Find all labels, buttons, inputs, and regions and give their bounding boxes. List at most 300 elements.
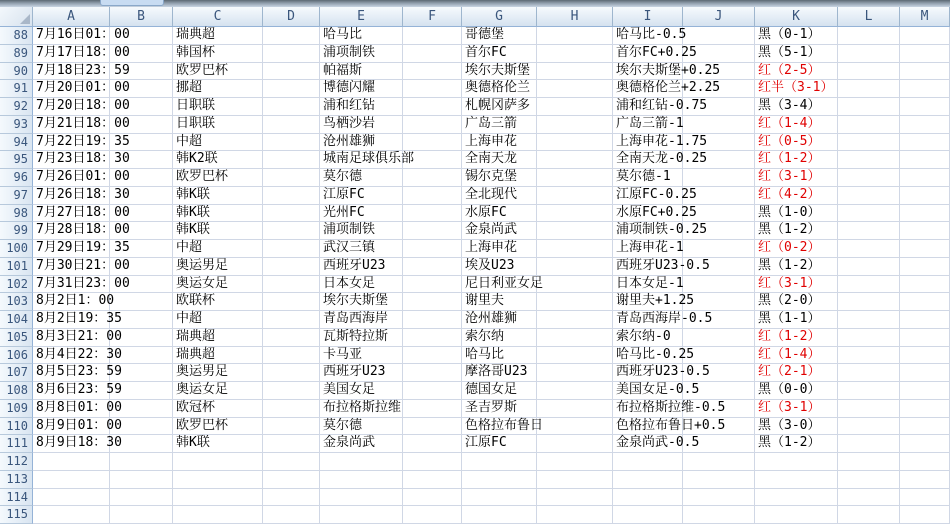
column-header-i[interactable]: I: [613, 7, 683, 27]
cell-d105[interactable]: [263, 329, 320, 347]
cell-g109[interactable]: 圣吉罗斯: [462, 400, 537, 418]
cell-k88[interactable]: 黑（0-1）: [755, 27, 838, 45]
cell-d92[interactable]: [263, 98, 320, 116]
cell-j97[interactable]: [683, 187, 755, 205]
cell-h105[interactable]: [537, 329, 613, 347]
cell-c110[interactable]: 欧罗巴杯: [173, 418, 263, 436]
cell-c108[interactable]: 奥运女足: [173, 382, 263, 400]
row-header-110[interactable]: 110: [0, 418, 33, 436]
cell-d108[interactable]: [263, 382, 320, 400]
cell-a106[interactable]: 8月4日22：30: [33, 347, 110, 365]
cell-b114[interactable]: [110, 489, 173, 507]
cell-h100[interactable]: [537, 240, 613, 258]
cell-b101[interactable]: [110, 258, 173, 276]
cell-b109[interactable]: [110, 400, 173, 418]
cell-c104[interactable]: 中超: [173, 311, 263, 329]
cell-c101[interactable]: 奥运男足: [173, 258, 263, 276]
cell-h98[interactable]: [537, 205, 613, 223]
cell-e100[interactable]: 武汉三镇: [320, 240, 403, 258]
cell-g104[interactable]: 沧州雄狮: [462, 311, 537, 329]
column-header-h[interactable]: H: [537, 7, 613, 27]
cell-l91[interactable]: [838, 80, 900, 98]
cell-a96[interactable]: 7月26日01：00: [33, 169, 110, 187]
cell-a90[interactable]: 7月18日23：59: [33, 63, 110, 81]
cell-g112[interactable]: [462, 453, 537, 471]
cell-a98[interactable]: 7月27日18：00: [33, 205, 110, 223]
cell-l94[interactable]: [838, 134, 900, 152]
cell-f108[interactable]: [403, 382, 462, 400]
cell-c89[interactable]: 韩国杯: [173, 45, 263, 63]
cell-e112[interactable]: [320, 453, 403, 471]
cell-a93[interactable]: 7月21日18：00: [33, 116, 110, 134]
cell-h104[interactable]: [537, 311, 613, 329]
cell-i90[interactable]: 埃尔夫斯堡+0.25: [613, 63, 683, 81]
cell-e107[interactable]: 西班牙U23: [320, 364, 403, 382]
cell-j107[interactable]: [683, 364, 755, 382]
cell-m100[interactable]: [900, 240, 950, 258]
cell-h112[interactable]: [537, 453, 613, 471]
cell-f101[interactable]: [403, 258, 462, 276]
cell-a108[interactable]: 8月6日23：59: [33, 382, 110, 400]
cell-b100[interactable]: [110, 240, 173, 258]
cell-h89[interactable]: [537, 45, 613, 63]
cell-h95[interactable]: [537, 151, 613, 169]
cell-k101[interactable]: 黑（1-2）: [755, 258, 838, 276]
cell-i95[interactable]: 全南天龙-0.25: [613, 151, 683, 169]
cell-m92[interactable]: [900, 98, 950, 116]
cell-g107[interactable]: 摩洛哥U23: [462, 364, 537, 382]
cell-b111[interactable]: [110, 435, 173, 453]
cell-f104[interactable]: [403, 311, 462, 329]
cell-h106[interactable]: [537, 347, 613, 365]
cell-c102[interactable]: 奥运女足: [173, 276, 263, 294]
cell-i99[interactable]: 浦项制铁-0.25: [613, 222, 683, 240]
cell-m89[interactable]: [900, 45, 950, 63]
cell-e101[interactable]: 西班牙U23: [320, 258, 403, 276]
cell-g88[interactable]: 哥德堡: [462, 27, 537, 45]
cell-m102[interactable]: [900, 276, 950, 294]
cell-f109[interactable]: [403, 400, 462, 418]
cell-g105[interactable]: 索尔纳: [462, 329, 537, 347]
cell-i89[interactable]: 首尔FC+0.25: [613, 45, 683, 63]
cell-i97[interactable]: 江原FC-0.25: [613, 187, 683, 205]
cell-l115[interactable]: [838, 506, 900, 524]
cell-l102[interactable]: [838, 276, 900, 294]
cell-m107[interactable]: [900, 364, 950, 382]
cell-c98[interactable]: 韩K联: [173, 205, 263, 223]
cell-k106[interactable]: 红（1-4）: [755, 347, 838, 365]
cell-j110[interactable]: [683, 418, 755, 436]
row-header-115[interactable]: 115: [0, 506, 33, 524]
row-header-104[interactable]: 104: [0, 311, 33, 329]
cell-g111[interactable]: 江原FC: [462, 435, 537, 453]
cell-g103[interactable]: 谢里夫: [462, 293, 537, 311]
cell-i115[interactable]: [613, 506, 683, 524]
cell-b89[interactable]: [110, 45, 173, 63]
cell-c91[interactable]: 挪超: [173, 80, 263, 98]
cell-b92[interactable]: [110, 98, 173, 116]
cell-e110[interactable]: 莫尔德: [320, 418, 403, 436]
cell-e90[interactable]: 帕福斯: [320, 63, 403, 81]
cell-e97[interactable]: 江原FC: [320, 187, 403, 205]
cell-i94[interactable]: 上海申花-1.75: [613, 134, 683, 152]
cell-k90[interactable]: 红（2-5）: [755, 63, 838, 81]
cell-l99[interactable]: [838, 222, 900, 240]
cell-e108[interactable]: 美国女足: [320, 382, 403, 400]
cell-a95[interactable]: 7月23日18：30: [33, 151, 110, 169]
cell-g108[interactable]: 德国女足: [462, 382, 537, 400]
cell-f96[interactable]: [403, 169, 462, 187]
cell-a101[interactable]: 7月30日21：00: [33, 258, 110, 276]
cell-i96[interactable]: 莫尔德-1: [613, 169, 683, 187]
cell-l103[interactable]: [838, 293, 900, 311]
cell-m109[interactable]: [900, 400, 950, 418]
cell-d94[interactable]: [263, 134, 320, 152]
cell-c105[interactable]: 瑞典超: [173, 329, 263, 347]
row-header-105[interactable]: 105: [0, 329, 33, 347]
cell-k96[interactable]: 红（3-1）: [755, 169, 838, 187]
cell-d99[interactable]: [263, 222, 320, 240]
cell-g93[interactable]: 广岛三箭: [462, 116, 537, 134]
row-header-99[interactable]: 99: [0, 222, 33, 240]
cell-f94[interactable]: [403, 134, 462, 152]
cell-j90[interactable]: [683, 63, 755, 81]
cell-c92[interactable]: 日职联: [173, 98, 263, 116]
cell-h92[interactable]: [537, 98, 613, 116]
cell-i104[interactable]: 青岛西海岸-0.5: [613, 311, 683, 329]
row-header-113[interactable]: 113: [0, 471, 33, 489]
cell-f114[interactable]: [403, 489, 462, 507]
cell-d96[interactable]: [263, 169, 320, 187]
cell-b112[interactable]: [110, 453, 173, 471]
cell-e98[interactable]: 光州FC: [320, 205, 403, 223]
cell-k89[interactable]: 黑（5-1）: [755, 45, 838, 63]
cell-j100[interactable]: [683, 240, 755, 258]
cell-g102[interactable]: 尼日利亚女足: [462, 276, 537, 294]
cell-g90[interactable]: 埃尔夫斯堡: [462, 63, 537, 81]
cell-e88[interactable]: 哈马比: [320, 27, 403, 45]
column-header-m[interactable]: M: [900, 7, 950, 27]
cell-j102[interactable]: [683, 276, 755, 294]
cell-g106[interactable]: 哈马比: [462, 347, 537, 365]
cell-f106[interactable]: [403, 347, 462, 365]
cell-d110[interactable]: [263, 418, 320, 436]
cell-j99[interactable]: [683, 222, 755, 240]
cell-l113[interactable]: [838, 471, 900, 489]
cell-m88[interactable]: [900, 27, 950, 45]
cell-a110[interactable]: 8月9日01：00: [33, 418, 110, 436]
cell-m112[interactable]: [900, 453, 950, 471]
cell-k111[interactable]: 黑（1-2）: [755, 435, 838, 453]
cell-c107[interactable]: 奥运男足: [173, 364, 263, 382]
cell-l98[interactable]: [838, 205, 900, 223]
cell-k115[interactable]: [755, 506, 838, 524]
column-header-a[interactable]: A: [33, 7, 110, 27]
row-header-103[interactable]: 103: [0, 293, 33, 311]
cell-h99[interactable]: [537, 222, 613, 240]
row-header-108[interactable]: 108: [0, 382, 33, 400]
cell-c113[interactable]: [173, 471, 263, 489]
cell-d95[interactable]: [263, 151, 320, 169]
cell-d101[interactable]: [263, 258, 320, 276]
cell-b90[interactable]: [110, 63, 173, 81]
cell-h115[interactable]: [537, 506, 613, 524]
row-header-112[interactable]: 112: [0, 453, 33, 471]
row-header-114[interactable]: 114: [0, 489, 33, 507]
cell-l114[interactable]: [838, 489, 900, 507]
row-header-89[interactable]: 89: [0, 45, 33, 63]
cell-i113[interactable]: [613, 471, 683, 489]
column-header-b[interactable]: B: [110, 7, 173, 27]
cell-f91[interactable]: [403, 80, 462, 98]
cell-k97[interactable]: 红（4-2）: [755, 187, 838, 205]
cell-f88[interactable]: [403, 27, 462, 45]
cell-l112[interactable]: [838, 453, 900, 471]
cell-c96[interactable]: 欧罗巴杯: [173, 169, 263, 187]
cell-e94[interactable]: 沧州雄狮: [320, 134, 403, 152]
cell-a99[interactable]: 7月28日18：00: [33, 222, 110, 240]
cell-h94[interactable]: [537, 134, 613, 152]
cell-d103[interactable]: [263, 293, 320, 311]
cell-b106[interactable]: [110, 347, 173, 365]
cell-j109[interactable]: [683, 400, 755, 418]
row-header-109[interactable]: 109: [0, 400, 33, 418]
cell-m113[interactable]: [900, 471, 950, 489]
cell-e109[interactable]: 布拉格斯拉维: [320, 400, 403, 418]
cell-i105[interactable]: 索尔纳-0: [613, 329, 683, 347]
cell-a107[interactable]: 8月5日23：59: [33, 364, 110, 382]
cell-j92[interactable]: [683, 98, 755, 116]
cell-i102[interactable]: 日本女足-1: [613, 276, 683, 294]
row-header-94[interactable]: 94: [0, 134, 33, 152]
cell-f89[interactable]: [403, 45, 462, 63]
cell-d102[interactable]: [263, 276, 320, 294]
cell-b96[interactable]: [110, 169, 173, 187]
cell-j105[interactable]: [683, 329, 755, 347]
cell-g94[interactable]: 上海申花: [462, 134, 537, 152]
cell-c90[interactable]: 欧罗巴杯: [173, 63, 263, 81]
cell-e95[interactable]: 城南足球俱乐部: [320, 151, 403, 169]
cell-j101[interactable]: [683, 258, 755, 276]
row-header-100[interactable]: 100: [0, 240, 33, 258]
cell-d115[interactable]: [263, 506, 320, 524]
cell-b103[interactable]: [110, 293, 173, 311]
cell-a100[interactable]: 7月29日19：35: [33, 240, 110, 258]
cell-g114[interactable]: [462, 489, 537, 507]
cell-i111[interactable]: 金泉尚武-0.5: [613, 435, 683, 453]
cell-k113[interactable]: [755, 471, 838, 489]
cell-k114[interactable]: [755, 489, 838, 507]
cell-i110[interactable]: 色格拉布鲁日+0.5: [613, 418, 683, 436]
cell-k104[interactable]: 黑（1-1）: [755, 311, 838, 329]
cell-b88[interactable]: [110, 27, 173, 45]
cell-h111[interactable]: [537, 435, 613, 453]
cell-a91[interactable]: 7月20日01：00: [33, 80, 110, 98]
cell-f97[interactable]: [403, 187, 462, 205]
cell-a89[interactable]: 7月17日18：00: [33, 45, 110, 63]
cell-l95[interactable]: [838, 151, 900, 169]
cell-h88[interactable]: [537, 27, 613, 45]
cell-b91[interactable]: [110, 80, 173, 98]
cell-m98[interactable]: [900, 205, 950, 223]
cell-h96[interactable]: [537, 169, 613, 187]
cell-c93[interactable]: 日职联: [173, 116, 263, 134]
cell-k94[interactable]: 红（0-5）: [755, 134, 838, 152]
cell-c100[interactable]: 中超: [173, 240, 263, 258]
cell-j88[interactable]: [683, 27, 755, 45]
cell-m99[interactable]: [900, 222, 950, 240]
cell-h113[interactable]: [537, 471, 613, 489]
column-header-k[interactable]: K: [755, 7, 838, 27]
cell-j104[interactable]: [683, 311, 755, 329]
cell-m95[interactable]: [900, 151, 950, 169]
cell-c109[interactable]: 欧冠杯: [173, 400, 263, 418]
cell-e102[interactable]: 日本女足: [320, 276, 403, 294]
cell-h114[interactable]: [537, 489, 613, 507]
row-header-95[interactable]: 95: [0, 151, 33, 169]
cell-m93[interactable]: [900, 116, 950, 134]
cell-a114[interactable]: [33, 489, 110, 507]
cell-c95[interactable]: 韩K2联: [173, 151, 263, 169]
cell-d90[interactable]: [263, 63, 320, 81]
cell-h91[interactable]: [537, 80, 613, 98]
row-header-96[interactable]: 96: [0, 169, 33, 187]
row-header-92[interactable]: 92: [0, 98, 33, 116]
select-all-button[interactable]: [0, 7, 33, 27]
cell-b93[interactable]: [110, 116, 173, 134]
cell-f102[interactable]: [403, 276, 462, 294]
cell-i98[interactable]: 水原FC+0.25: [613, 205, 683, 223]
cell-g92[interactable]: 札幌冈萨多: [462, 98, 537, 116]
cell-k105[interactable]: 红（1-2）: [755, 329, 838, 347]
cell-k112[interactable]: [755, 453, 838, 471]
row-header-90[interactable]: 90: [0, 63, 33, 81]
cell-c114[interactable]: [173, 489, 263, 507]
cell-f113[interactable]: [403, 471, 462, 489]
cell-h90[interactable]: [537, 63, 613, 81]
cell-f99[interactable]: [403, 222, 462, 240]
cell-k102[interactable]: 红（3-1）: [755, 276, 838, 294]
cell-i91[interactable]: 奥德格伦兰+2.25: [613, 80, 683, 98]
cell-k108[interactable]: 黑（0-0）: [755, 382, 838, 400]
cell-m94[interactable]: [900, 134, 950, 152]
cell-m101[interactable]: [900, 258, 950, 276]
cell-c97[interactable]: 韩K联: [173, 187, 263, 205]
cell-m91[interactable]: [900, 80, 950, 98]
cell-i114[interactable]: [613, 489, 683, 507]
cell-h109[interactable]: [537, 400, 613, 418]
cell-d93[interactable]: [263, 116, 320, 134]
cell-a112[interactable]: [33, 453, 110, 471]
cell-e91[interactable]: 博德闪耀: [320, 80, 403, 98]
cell-d111[interactable]: [263, 435, 320, 453]
cell-j89[interactable]: [683, 45, 755, 63]
cell-m110[interactable]: [900, 418, 950, 436]
cell-j111[interactable]: [683, 435, 755, 453]
cell-l106[interactable]: [838, 347, 900, 365]
cell-i100[interactable]: 上海申花-1: [613, 240, 683, 258]
cell-b97[interactable]: [110, 187, 173, 205]
cell-k109[interactable]: 红（3-1）: [755, 400, 838, 418]
cell-a94[interactable]: 7月22日19：35: [33, 134, 110, 152]
cell-b94[interactable]: [110, 134, 173, 152]
row-header-102[interactable]: 102: [0, 276, 33, 294]
cell-l100[interactable]: [838, 240, 900, 258]
cell-f92[interactable]: [403, 98, 462, 116]
row-header-97[interactable]: 97: [0, 187, 33, 205]
cell-d112[interactable]: [263, 453, 320, 471]
cell-d106[interactable]: [263, 347, 320, 365]
cell-k107[interactable]: 红（2-1）: [755, 364, 838, 382]
cell-h93[interactable]: [537, 116, 613, 134]
cell-b113[interactable]: [110, 471, 173, 489]
cell-a104[interactable]: 8月2日19：35: [33, 311, 110, 329]
cell-c88[interactable]: 瑞典超: [173, 27, 263, 45]
cell-f111[interactable]: [403, 435, 462, 453]
row-header-107[interactable]: 107: [0, 364, 33, 382]
column-header-e[interactable]: E: [320, 7, 403, 27]
cell-e93[interactable]: 鸟栖沙岩: [320, 116, 403, 134]
cell-e89[interactable]: 浦项制铁: [320, 45, 403, 63]
cell-e99[interactable]: 浦项制铁: [320, 222, 403, 240]
cell-k99[interactable]: 黑（1-2）: [755, 222, 838, 240]
cell-l104[interactable]: [838, 311, 900, 329]
column-header-g[interactable]: G: [462, 7, 537, 27]
cell-e103[interactable]: 埃尔夫斯堡: [320, 293, 403, 311]
cell-k100[interactable]: 红（0-2）: [755, 240, 838, 258]
cell-b108[interactable]: [110, 382, 173, 400]
cell-j94[interactable]: [683, 134, 755, 152]
cell-j114[interactable]: [683, 489, 755, 507]
cell-d109[interactable]: [263, 400, 320, 418]
row-header-91[interactable]: 91: [0, 80, 33, 98]
cell-l109[interactable]: [838, 400, 900, 418]
cell-k93[interactable]: 红（1-4）: [755, 116, 838, 134]
cell-k91[interactable]: 红半（3-1）: [755, 80, 838, 98]
cell-g110[interactable]: 色格拉布鲁日: [462, 418, 537, 436]
cell-m103[interactable]: [900, 293, 950, 311]
cell-l93[interactable]: [838, 116, 900, 134]
column-header-d[interactable]: D: [263, 7, 320, 27]
cell-g101[interactable]: 埃及U23: [462, 258, 537, 276]
column-header-c[interactable]: C: [173, 7, 263, 27]
cell-l108[interactable]: [838, 382, 900, 400]
cell-f115[interactable]: [403, 506, 462, 524]
cell-l97[interactable]: [838, 187, 900, 205]
cell-h108[interactable]: [537, 382, 613, 400]
cell-f103[interactable]: [403, 293, 462, 311]
cell-i93[interactable]: 广岛三箭-1: [613, 116, 683, 134]
cell-f100[interactable]: [403, 240, 462, 258]
cell-f98[interactable]: [403, 205, 462, 223]
cell-e114[interactable]: [320, 489, 403, 507]
cell-h102[interactable]: [537, 276, 613, 294]
cell-a105[interactable]: 8月3日21：00: [33, 329, 110, 347]
cell-i106[interactable]: 哈马比-0.25: [613, 347, 683, 365]
cell-b104[interactable]: [110, 311, 173, 329]
cell-e113[interactable]: [320, 471, 403, 489]
cell-g95[interactable]: 全南天龙: [462, 151, 537, 169]
cell-d89[interactable]: [263, 45, 320, 63]
cell-c111[interactable]: 韩K联: [173, 435, 263, 453]
cell-f112[interactable]: [403, 453, 462, 471]
cell-a92[interactable]: 7月20日18：00: [33, 98, 110, 116]
cell-a115[interactable]: [33, 506, 110, 524]
cell-d98[interactable]: [263, 205, 320, 223]
cell-d88[interactable]: [263, 27, 320, 45]
cell-d91[interactable]: [263, 80, 320, 98]
cell-i108[interactable]: 美国女足-0.5: [613, 382, 683, 400]
